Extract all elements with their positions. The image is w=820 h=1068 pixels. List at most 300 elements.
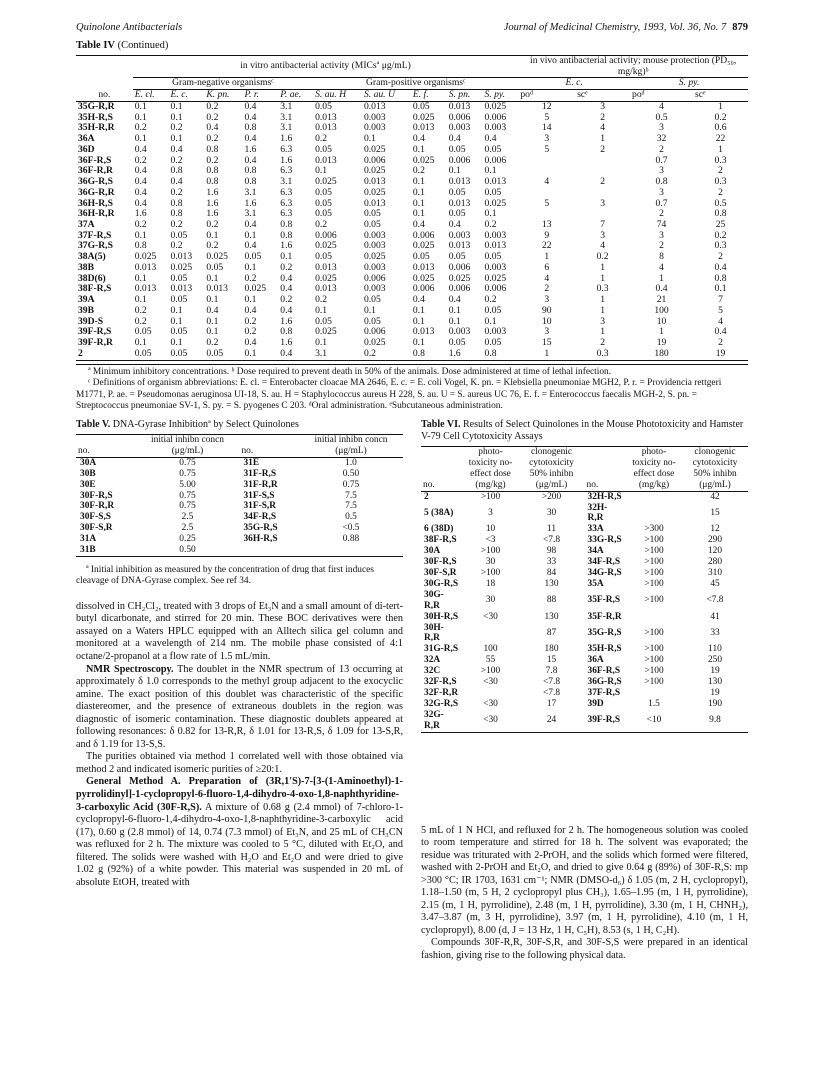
table4-cell: 0.1	[134, 294, 147, 306]
table6-col-photo: photo-toxicity no-effect dose (mg/kg)	[468, 447, 513, 490]
compound-id: 39D	[587, 698, 604, 709]
table4-cell: 0.1	[280, 251, 293, 263]
compound-id: 30F-S,R	[424, 567, 457, 578]
table4-cell: 0.4	[170, 143, 183, 155]
table6-col-no: no.	[423, 479, 435, 490]
table6-cell	[626, 612, 682, 623]
table4-cell: 0.05	[315, 197, 332, 209]
table4-column-header: S. py.	[484, 89, 506, 101]
table4-cell: 0.4	[134, 176, 147, 188]
table4-cell: 0.025	[484, 100, 507, 112]
table4-cell: 0.006	[484, 111, 507, 123]
table6-row	[421, 557, 748, 568]
table4-cell: 0.3	[714, 176, 727, 188]
compound-id	[239, 545, 299, 556]
table6-row	[421, 503, 748, 525]
table4-cell: 9	[544, 229, 550, 241]
table4-row	[76, 306, 748, 317]
table4-cell: 0.006	[448, 283, 471, 295]
table6-cell: 84	[546, 567, 557, 578]
table4-cell: 0.8	[714, 272, 727, 284]
table6-cell: 280	[707, 557, 723, 568]
right-column	[421, 419, 748, 963]
table4-cell: 0.1	[170, 315, 183, 327]
compound-id: 38B	[78, 261, 94, 273]
table4-cell: 0.013	[412, 122, 435, 134]
table4-cell: 0.013	[363, 197, 386, 209]
table4-cell: 0.4	[244, 100, 257, 112]
compound-id: 35H-R,S	[78, 111, 113, 123]
table4-cell: 0.05	[484, 143, 502, 155]
table4-cell: 3.1	[280, 176, 293, 188]
table4-cell: 0.05	[363, 315, 381, 327]
table4-cell: 1.6	[134, 208, 147, 220]
compound-id: 2	[78, 347, 83, 359]
table4-cell: 0.013	[206, 283, 228, 295]
table4-cell: 0.013	[170, 251, 193, 263]
table6-cell: >100	[644, 557, 664, 568]
compound-id: 30G-R,S	[424, 578, 459, 589]
table6-row	[421, 524, 748, 535]
table4-cell: 0.4	[655, 283, 668, 295]
table6-cell: 250	[707, 655, 723, 666]
table4-cell: 0.4	[244, 219, 257, 231]
table4-cell: 3	[659, 229, 664, 241]
table4-cell: 1	[600, 326, 605, 338]
table5-row	[76, 501, 403, 512]
table4-cell: 0.05	[484, 304, 502, 316]
compound-id: 30F-R,S	[424, 557, 457, 568]
table4-cell: 0.2	[206, 111, 219, 123]
table6-cell	[463, 623, 519, 645]
table4-cell: 0.05	[363, 294, 381, 306]
table4-cell: 0.05	[448, 251, 466, 263]
table4-cell: 0.4	[412, 133, 425, 145]
table4-cell: 0.2	[315, 133, 328, 145]
table5-row	[76, 534, 403, 545]
table4-cell: 0.4	[280, 272, 293, 284]
compound-id: 39F-R,R	[78, 337, 113, 349]
table6-cell: 88	[546, 595, 557, 606]
table4-cell: 0.3	[596, 283, 609, 295]
table4-cell: 0.4	[134, 186, 147, 198]
table4-cell: 0.1	[484, 208, 497, 220]
running-head-left: Quinolone Antibacterials	[76, 22, 183, 33]
table6-caption	[421, 419, 748, 443]
table4-cell: 0.2	[134, 122, 147, 134]
table4-cell: 0.8	[244, 165, 257, 177]
table4-cell: 0.1	[412, 315, 425, 327]
table4-cell: 0.05	[315, 251, 332, 263]
table4-cell: 4	[544, 272, 550, 284]
table4-cell: 25	[715, 219, 726, 231]
table6-row	[421, 655, 748, 666]
table4-cell: 4	[659, 100, 664, 112]
table4-cell	[518, 188, 575, 199]
table6-col-no-2: no.	[586, 479, 599, 490]
table4-cell: 0.1	[484, 315, 497, 327]
table6-cell: 42	[710, 491, 720, 502]
table4-cell: 0.1	[448, 165, 461, 177]
compound-id: 34A	[587, 546, 604, 557]
table4-cell: 3.1	[244, 186, 257, 198]
left-body-text	[76, 601, 403, 890]
table4-cell: 0.4	[170, 176, 183, 188]
table4-cell: 0.2	[170, 240, 183, 252]
table4-cell: 0.2	[315, 219, 328, 231]
table4-cell: 0.4	[714, 326, 727, 338]
compound-id: 36F-R,R	[78, 165, 113, 177]
compound-id: 31A	[80, 534, 97, 545]
table4-cell: 0.013	[315, 283, 337, 295]
table6-cell: 9.8	[709, 715, 721, 726]
table4-cell: 0.05	[206, 261, 224, 273]
table4-cell: 0.2	[280, 294, 293, 306]
table6-cell: >100	[644, 644, 664, 655]
compound-id: 32H-R,R	[587, 502, 608, 524]
table4-cell: 0.013	[448, 240, 471, 252]
table4-cell: 1	[600, 294, 605, 306]
table4-cell: 0.006	[448, 111, 471, 123]
table4-cell: 0.025	[134, 251, 157, 263]
table6-cell: 98	[546, 546, 557, 557]
table4-cell: 21	[656, 294, 667, 306]
table4-cell: 0.05	[484, 251, 502, 263]
table4-cell: 0.8	[244, 176, 257, 188]
table4-cell: 0.013	[315, 111, 337, 123]
table4-cell: 3.1	[280, 100, 293, 112]
table4-cell: 15	[541, 337, 552, 349]
table4-cell: 0.013	[363, 176, 386, 188]
table4-cell: 0.006	[484, 283, 507, 295]
table4-cell: 0.05	[315, 186, 332, 198]
compound-id: 37A	[78, 219, 95, 231]
table6-cell: >100	[480, 666, 501, 677]
table4-row	[76, 349, 748, 360]
table5-cell: 5.00	[179, 479, 196, 490]
table4-cell: 3.1	[244, 208, 257, 220]
table4-cell: 0.1	[244, 229, 257, 241]
table6-cell: 110	[708, 644, 722, 655]
table4-cell: 0.2	[244, 326, 257, 338]
table4-cell: 0.1	[412, 176, 425, 188]
table4-cell: 0.8	[412, 347, 425, 359]
table4-cell: 0.2	[596, 251, 609, 263]
table4-cell: 0.8	[170, 165, 183, 177]
table6-title: Results of Select Quinolones in the Mouse Phototoxicity and Hamster V-79 Cell Cytotoxicity Assays	[421, 419, 744, 442]
table4-cell: 0.8	[280, 219, 293, 231]
table4-cell: 0.4	[206, 304, 219, 316]
table4-cell	[518, 156, 575, 167]
compound-id: 30G-R,R	[424, 589, 444, 611]
compound-id: 38F-R,S	[424, 535, 457, 546]
table4-cell: 10	[656, 315, 667, 327]
table4-cell: 0.1	[412, 186, 425, 198]
left-paragraph-3: The purities obtained via method 1 correlated well with those obtained via method 2 and indicated isomeric purities of ≥20:1.	[76, 751, 403, 775]
compound-id: 31F-S,S	[243, 490, 275, 501]
table4-cell: 0.013	[134, 283, 157, 295]
table4-cell: 1	[544, 251, 550, 263]
table4-cell: 0.2	[134, 315, 147, 327]
table4-cell: 2	[600, 176, 605, 188]
table6-cell: >100	[644, 567, 664, 578]
compound-id: 32F-R,S	[424, 677, 457, 688]
table6-cell: 12	[710, 524, 720, 535]
compound-id: 34G-R,S	[587, 567, 622, 578]
table4-column-header: S. pn.	[448, 89, 471, 101]
table4-cell: 100	[654, 304, 669, 316]
table4-cell: 0.4	[244, 304, 257, 316]
table4-cell: 0.4	[206, 122, 219, 134]
table4-cell: 0.003	[484, 261, 507, 273]
table4-cell: 0.1	[244, 347, 257, 359]
table4-cell: 0.1	[448, 315, 461, 327]
table4-cell: 0.025	[315, 326, 337, 338]
table4-cell	[575, 156, 630, 167]
table4-cell: 6.3	[280, 186, 293, 198]
table6-col-clono: clonogenic cytotoxicity 50% inhibn (μg/mL)	[529, 447, 574, 490]
table4-cell: 0.013	[448, 197, 471, 209]
table4-cell: 0.05	[448, 186, 466, 198]
invitro-header: in vitro antibacterial activity (MICsª μg/mL)	[133, 56, 519, 78]
table4-cell: 0.2	[170, 122, 183, 134]
table4-cell: 0.2	[206, 154, 219, 166]
table4-cell: 0.003	[448, 326, 471, 338]
table4-cell: 0.025	[363, 165, 386, 177]
table4-cell: 0.2	[206, 240, 219, 252]
table5-row	[76, 523, 403, 534]
table4-cell: 1.6	[206, 208, 219, 220]
left-paragraph-2	[76, 664, 403, 752]
table4-cell: 0.2	[206, 133, 219, 145]
compound-id: 30B	[80, 468, 96, 479]
table4-cell: 3	[600, 197, 605, 209]
table6-cell: 100	[483, 644, 498, 655]
table4-cell: 1	[600, 304, 605, 316]
table4-cell: 12	[541, 100, 552, 112]
table4-cell: 1	[718, 143, 723, 155]
table5-cell: 0.75	[179, 457, 196, 468]
table4-cell: 0.4	[412, 219, 425, 231]
table6-cell	[463, 688, 519, 699]
table4-cell: 6.3	[280, 208, 293, 220]
table4-column-header: K. pn.	[206, 89, 230, 101]
compound-id: 36H-R,S	[78, 197, 113, 209]
table4-cell: 0.013	[448, 176, 471, 188]
table6-cell: 30	[485, 557, 496, 568]
table5-cell: 0.50	[342, 468, 360, 479]
table6	[421, 446, 748, 733]
table4-cell: 0.2	[484, 219, 497, 231]
table4-cell: 3	[600, 229, 605, 241]
table4-cell: 0.1	[448, 304, 461, 316]
table4-cell: 2	[544, 283, 550, 295]
compound-id: 34F-R,S	[587, 557, 621, 568]
table4-cell: 0.003	[484, 326, 507, 338]
table4-cell: 0.006	[448, 154, 471, 166]
table4-footnote-1: ª Minimum inhibitory concentrations. ᵇ Dose required to prevent death in 50% of the animals. Dose administered at time of lethal infection.	[88, 366, 612, 377]
table6-cell: >100	[644, 666, 664, 677]
table4-cell: 0.4	[714, 261, 727, 273]
table4-cell: 0.025	[412, 272, 435, 284]
table4-cell: 0.1	[244, 294, 257, 306]
table6-cell: 17	[546, 698, 557, 709]
compound-id: 35G-R,R	[78, 100, 115, 112]
table4-cell: 0.8	[170, 197, 183, 209]
table5-cell: 0.75	[179, 490, 196, 501]
compound-id: 36F-R,S	[587, 666, 621, 677]
table6-cell: <30	[483, 715, 498, 726]
table6-cell: 18	[485, 578, 496, 589]
table4-cell: 0.006	[315, 229, 337, 241]
table4-cell: 0.025	[244, 283, 267, 295]
page	[76, 22, 748, 412]
table5	[76, 434, 403, 557]
table4-cell: 0.05	[206, 347, 224, 359]
table4-cell: 0.006	[363, 272, 386, 284]
table4-cell: 5	[544, 143, 550, 155]
compound-id: 39D-S	[78, 315, 104, 327]
compound-id: 35G-R,S	[243, 523, 278, 534]
table4-cell: 0.1	[412, 337, 425, 349]
table6-cell: 11	[547, 524, 557, 535]
table4-cell: 0.8	[280, 229, 293, 241]
table4-cell: 3.1	[280, 122, 293, 134]
table4-cell: 0.1	[134, 100, 147, 112]
table5-title: DNA-Gyrase Inhibitionª by Select Quinolones	[112, 419, 299, 430]
table4-cell: 4	[600, 122, 605, 134]
table5-footnote: ª Initial inhibition as measured by the concentration of drug that first induces cleavage of DNA-Gyrase complex. See ref 34.	[76, 564, 374, 586]
table4-cell: 0.4	[134, 197, 147, 209]
table4-cell: 0.003	[363, 122, 386, 134]
table4-cell: 0.013	[363, 100, 386, 112]
table4-caption	[76, 40, 748, 51]
table4-cell: 0.006	[412, 229, 435, 241]
table6-cell: >100	[644, 595, 664, 606]
table4-cell: 0.025	[315, 272, 337, 284]
table4-cell: 0.1	[206, 315, 219, 327]
table4-cell: 0.3	[714, 240, 727, 252]
table5-cell: 1.0	[345, 457, 357, 468]
table6-col-clono-2: clonogenic cytotoxicity 50% inhibn (μg/mL)	[692, 447, 738, 490]
table5-cell: 7.5	[345, 490, 357, 501]
table4-column-headers	[76, 90, 748, 102]
table5-row	[76, 491, 403, 502]
table6-row	[421, 535, 748, 546]
table5-col-value: initial inhibn concn (μg/mL)	[151, 435, 224, 456]
table4-cell: 0.2	[170, 154, 183, 166]
table6-cell: <7.8	[543, 535, 561, 546]
table4-cell: 0.025	[170, 261, 193, 273]
table5-cell: 0.75	[179, 501, 196, 512]
table6-cell: >100	[644, 578, 664, 589]
table4-cell: 0.05	[170, 229, 188, 241]
table4-cell: 2	[659, 143, 664, 155]
table4-cell: 0.8	[206, 176, 219, 188]
compound-id: 32F-R,R	[424, 687, 459, 698]
compound-id: 2	[424, 491, 429, 502]
table4-cell: 0.013	[315, 154, 337, 166]
compound-id: 31G-R,S	[424, 644, 459, 655]
compound-id: 35H-R,S	[587, 644, 622, 655]
table4-cell: 0.025	[484, 197, 507, 209]
table6-row	[421, 710, 748, 732]
table4-cell: 6	[544, 261, 550, 273]
table4-cell: 0.003	[448, 122, 471, 134]
table4-column-header: E. cl.	[134, 89, 155, 101]
table4-cell: 0.05	[363, 219, 381, 231]
table4-cell: 0.4	[484, 133, 497, 145]
table4-cell: 0.013	[315, 122, 337, 134]
table6-cell	[626, 491, 682, 502]
table6-cell: <7.8	[543, 677, 561, 688]
table4-cell: 2	[659, 208, 664, 220]
table4-cell: 0.05	[170, 347, 188, 359]
compound-id: 35H-R,R	[78, 122, 115, 134]
table5-row	[76, 457, 403, 468]
table4-cell: 1.6	[206, 197, 219, 209]
compound-id: 30F-R,R	[80, 501, 115, 512]
table6-cell: 33	[546, 557, 557, 568]
table5-cell: 2.5	[181, 512, 194, 523]
table4-cell: 0.4	[448, 133, 461, 145]
compound-id: 39F-R,S	[587, 715, 621, 726]
table4-column-header: scᵉ	[577, 89, 588, 101]
compound-id: 30A	[80, 457, 97, 468]
table4-cell: 0.1	[170, 133, 183, 145]
table4-cell: 0.1	[170, 304, 183, 316]
table4-cell: 7	[718, 294, 723, 306]
right-paragraph-1: 5 mL of 1 N HCl, and refluxed for 2 h. The homogeneous solution was cooled to room temperature and stirred for 18 h. The solvent was evaporated; the residue was triturated with 2-PrOH, and the solids which formed were filtered, washed with 2-PrOH and Et₂O, and dried to give 0.64 g (89%) of 30F-R,S: mp >300 °C; IR 1703, 1631 cm⁻¹; NMR (DMSO-d₆) δ 1.05 (m, 2 H, cyclopropyl), 1.18–1.50 (m, 5 H, 2 cyclopropyl plus CH₃), 1.65–1.95 (m, 1 H, pyrrolidine), 2.15 (m, 1 H, pyrrolidine), 2.48 (m, 1 H, pyrrolidine), 3.30 (m, 1 H, CHNH₂), 3.47–3.87 (m, 3 H, pyrrolidine), 3.97 (m, 1 H, pyrrolidine), 4.10 (m, 1 H, cyclopropyl), 8.00 (d, J = 13 Hz, 1 H, C₅H), 8.53 (s, 1 H, C₂H).	[421, 824, 748, 936]
table4-cell: 0.8	[655, 176, 668, 188]
table6-row	[421, 590, 748, 612]
table6-cell: <7.8	[706, 595, 724, 606]
table6-cell: 19	[710, 687, 720, 698]
table4-cell: 0.006	[363, 154, 386, 166]
compound-id: 31F-R,S	[243, 468, 277, 479]
compound-id: 35F-R,R	[587, 611, 622, 622]
left-paragraph-4	[76, 776, 403, 889]
table4-cell: 1	[544, 347, 550, 359]
table6-cell: >200	[541, 491, 562, 502]
table4-cell: 0.013	[448, 100, 471, 112]
table5-col-no-2: no.	[241, 445, 254, 456]
table4-cell: 0.1	[412, 208, 425, 220]
table6-row	[421, 546, 748, 557]
table4-cell: 1.6	[244, 197, 257, 209]
table4-cell: 3	[544, 326, 550, 338]
table4-cell: 0.1	[170, 337, 183, 349]
table4-cell: 5	[544, 111, 550, 123]
table4-cell: 2	[600, 337, 605, 349]
table4-cell: 0.025	[412, 240, 435, 252]
table4-cell: 5	[544, 197, 550, 209]
table4-cell: 0.4	[134, 143, 147, 155]
two-column-area	[76, 419, 748, 963]
table6-cell: 30	[546, 507, 557, 518]
table4-cell: 22	[541, 240, 552, 252]
table6-row	[421, 623, 748, 645]
table4-cell: 0.1	[315, 165, 328, 177]
table4-cell: 0.1	[206, 272, 219, 284]
table4-cell: 2	[600, 111, 605, 123]
table4-cell: 4	[718, 315, 723, 327]
table4-cell: 0.025	[206, 251, 228, 263]
table4-cell: 1.6	[280, 315, 293, 327]
ec-group-header: E. c.	[518, 78, 630, 90]
table6-cell	[626, 503, 682, 525]
compound-id: 32G-R,R	[424, 709, 444, 731]
